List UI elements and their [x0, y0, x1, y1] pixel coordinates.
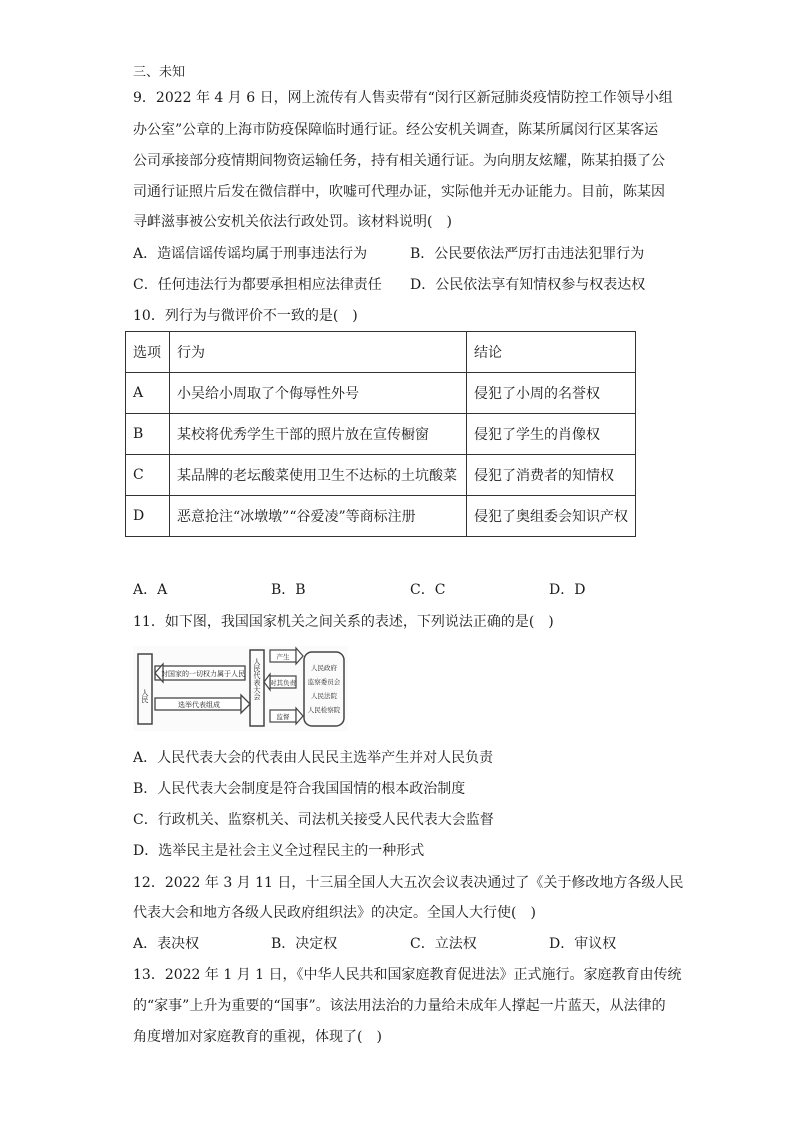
table-cell: 侵犯了奥组委会知识产权 [467, 496, 636, 537]
q9-line-3: 公司承接部分疫情期间物资运输任务，持有相关通行证。为向朋友炫耀，陈某拍摄了公 [133, 153, 665, 169]
q9-line-5: 寻衅滋事被公安机关依法行政处罚。该材料说明( ) [133, 214, 452, 230]
state-organs-diagram [133, 646, 348, 731]
q12-option-b[interactable]: B．决定权 [271, 936, 338, 952]
q11-option-c[interactable]: C．行政机关、监察机关、司法机关接受人民代表大会监督 [133, 812, 494, 828]
q11-option-d[interactable]: D．选举民主是社会主义全过程民主的一种形式 [133, 843, 425, 859]
organ-label: 人民检察院 [307, 706, 341, 714]
table-header-cell: 选项 [126, 332, 170, 373]
table-cell: 某品牌的老坛酸菜使用卫生不达标的土坑酸菜 [170, 455, 467, 496]
table-cell: C [126, 455, 170, 496]
q10-option-b[interactable]: B．B [271, 582, 306, 598]
table-cell: 侵犯了小周的名誉权 [467, 373, 636, 414]
top-arrow-label: 对国家的一切权力属于人民 [161, 670, 245, 678]
q10-option-a[interactable]: A．A [133, 582, 168, 598]
table-cell: D [126, 496, 170, 537]
organ-label: 监察委员会 [307, 678, 341, 686]
table-header-cell: 行为 [170, 332, 467, 373]
responsible-label: 对其负责 [270, 679, 296, 687]
table-row [126, 455, 636, 496]
q10-option-d[interactable]: D．D [549, 582, 586, 598]
q13-line-3: 角度增加对家庭教育的重视，体现了( ) [133, 1029, 382, 1045]
q11-stem: 11．如下图，我国国家机关之间关系的表述，下列说法正确的是( ) [133, 614, 554, 630]
organ-label: 人民法院 [311, 692, 337, 700]
table-row [126, 373, 636, 414]
q11-option-b[interactable]: B．人民代表大会制度是符合我国国情的根本政治制度 [133, 781, 466, 797]
organ-label: 人民政府 [311, 664, 337, 672]
table-cell: 侵犯了学生的肖像权 [467, 414, 636, 455]
q12-line-1: 12．2022 年 3 月 11 日，十三届全国人大五次会议表决通过了《关于修改地方各级人民 [133, 875, 684, 891]
section-heading: 三、未知 [133, 65, 186, 80]
q9-option-b[interactable]: B．公民要依法严厉打击违法犯罪行为 [410, 246, 645, 262]
supervise-label: 监督 [276, 713, 290, 721]
bottom-arrow-label: 选举代表组成 [178, 701, 220, 709]
people-label: 人民 [141, 689, 149, 703]
q10-stem: 10．列行为与微评价不一致的是( ) [133, 308, 358, 324]
table-cell: A [126, 373, 170, 414]
table-cell: 某校将优秀学生干部的照片放在宣传橱窗 [170, 414, 467, 455]
table-header-row [126, 332, 636, 373]
table-row [126, 414, 636, 455]
q9-option-a[interactable]: A．造谣信谣传谣均属于刑事违法行为 [133, 246, 368, 262]
q12-option-d[interactable]: D．审议权 [549, 936, 617, 952]
q13-line-2: 的“家事”上升为重要的“国事”。该法用法治的力量给未成年人撑起一片蓝天，从法律的 [133, 998, 666, 1014]
table-header-cell: 结论 [467, 332, 636, 373]
q9-option-c[interactable]: C．任何违法行为都要承担相应法律责任 [133, 277, 382, 293]
q10-table [125, 331, 636, 537]
q9-line-4: 司通行证照片后发在微信群中，吹嘘可代理办证，实际他并无办证能力。目前，陈某因 [133, 184, 665, 200]
q12-line-2: 代表大会和地方各级人民政府组织法》的决定。全国人大行使( ) [133, 905, 536, 921]
q9-line-1: 9．2022 年 4 月 6 日，网上流传有人售卖带有“闵行区新冠肺炎疫情防控工作领导小组 [133, 90, 673, 106]
q12-option-a[interactable]: A．表决权 [133, 936, 200, 952]
produce-label: 产生 [276, 653, 290, 661]
q9-option-d[interactable]: D．公民依法享有知情权参与权表达权 [410, 277, 646, 293]
q9-line-2: 办公室”公章的上海市防疫保障临时通行证。经公安机关调查，陈某所属闵行区某客运 [133, 122, 659, 138]
table-cell: 侵犯了消费者的知情权 [467, 455, 636, 496]
table-row [126, 496, 636, 537]
q11-option-a[interactable]: A．人民代表大会的代表由人民民主选举产生并对人民负责 [133, 750, 494, 766]
table-cell: B [126, 414, 170, 455]
q12-option-c[interactable]: C．立法权 [410, 936, 477, 952]
q10-option-c[interactable]: C．C [410, 582, 446, 598]
npc-label: 人民代表大会 [253, 658, 261, 700]
table-cell: 恶意抢注“冰墩墩”“谷爱凌”等商标注册 [170, 496, 467, 537]
q13-line-1: 13．2022 年 1 月 1 日，《中华人民共和国家庭教育促进法》正式施行。家庭教育由传统 [133, 967, 682, 983]
table-cell: 小吴给小周取了个侮辱性外号 [170, 373, 467, 414]
